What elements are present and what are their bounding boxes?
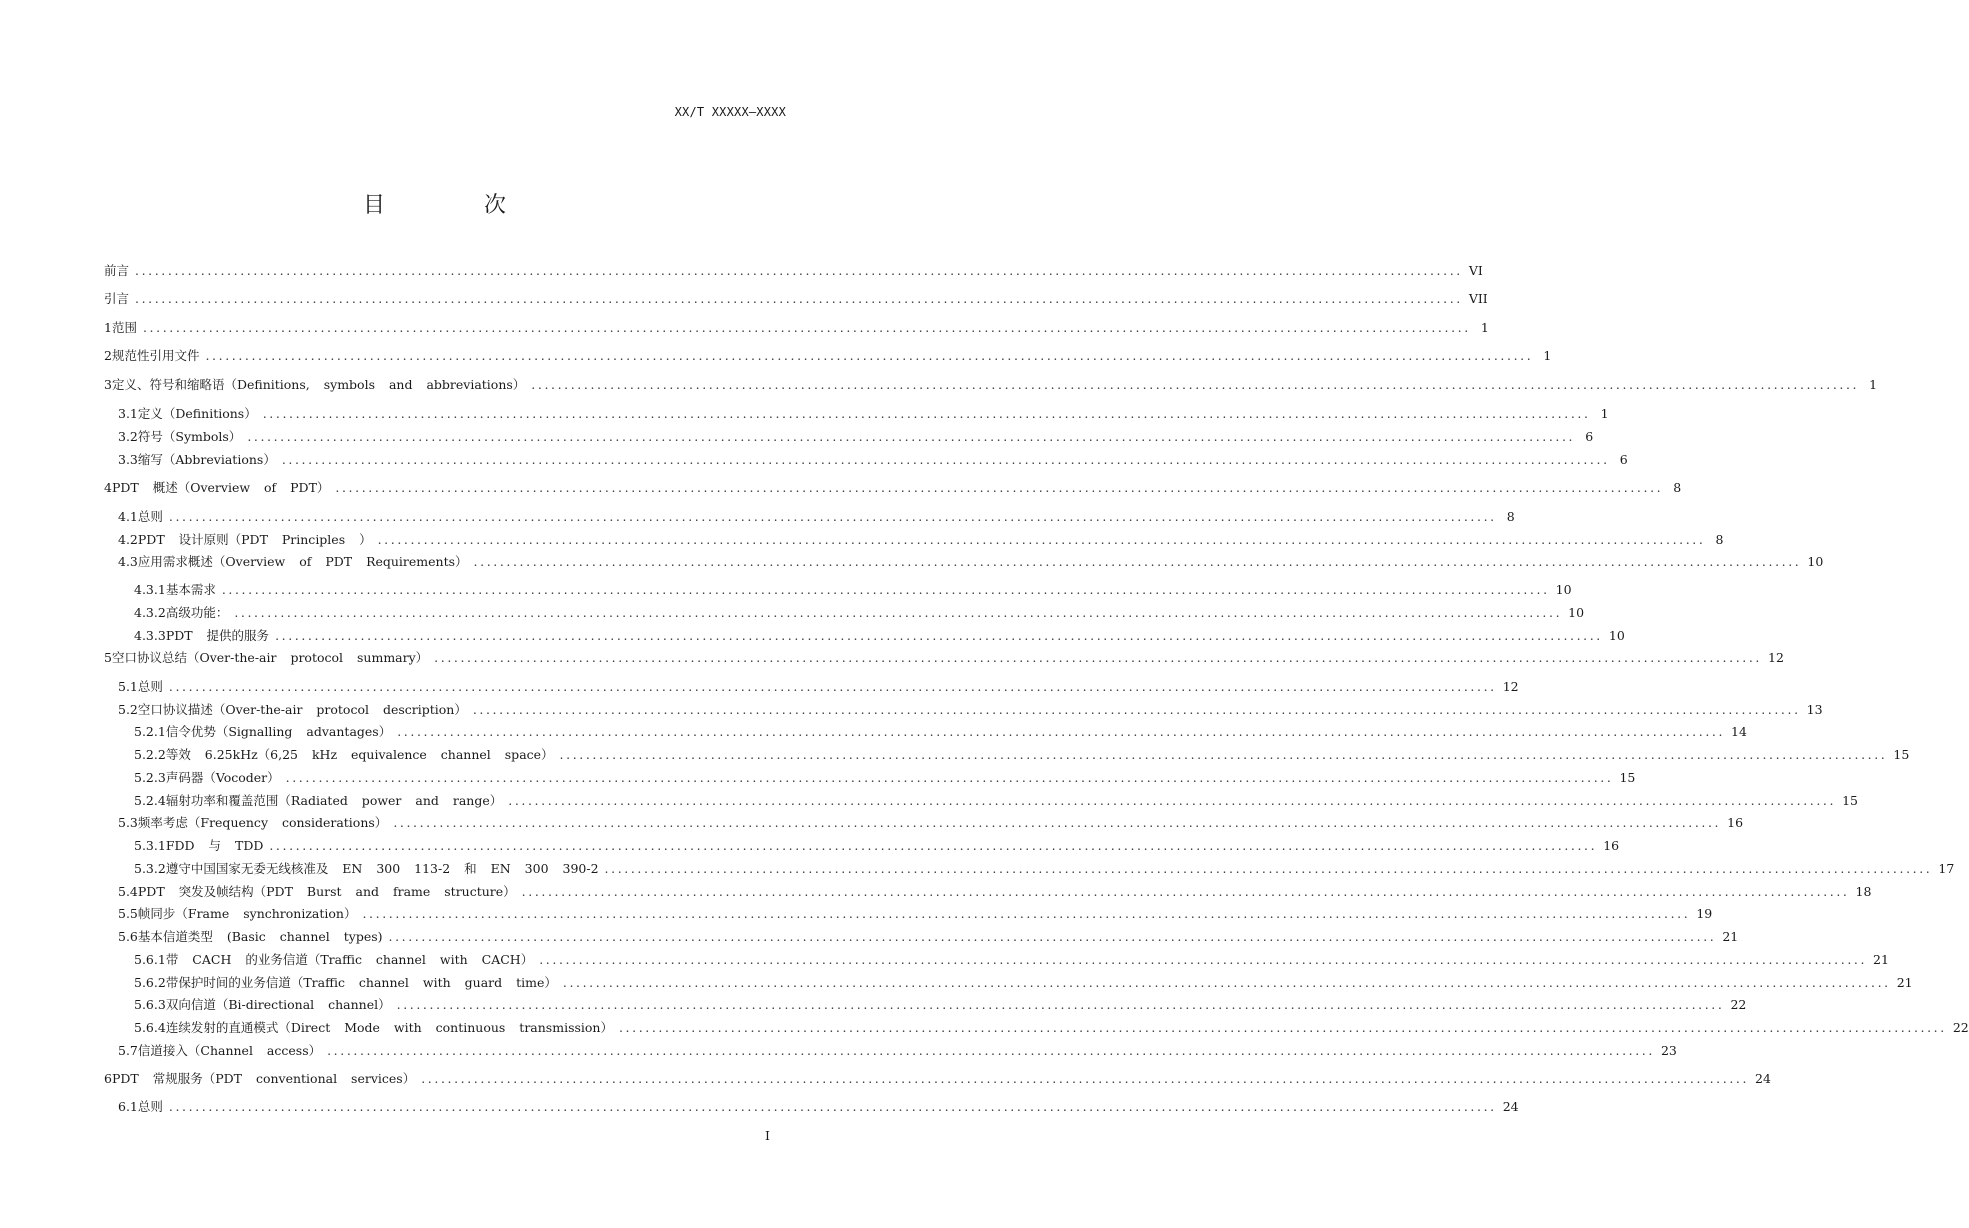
dot-leader (286, 768, 1614, 788)
toc-entry[interactable] (0, 289, 1488, 309)
toc-entry[interactable] (0, 745, 1910, 765)
toc-entry[interactable] (0, 768, 1636, 788)
toc-entry-title: PDT 设计原则（PDT Principles ） (137, 532, 372, 547)
toc-entry-title: PDT 提供的服务 (165, 628, 270, 643)
toc-entry-number: 4.3.2 (134, 605, 166, 620)
toc-entry[interactable] (0, 722, 1747, 742)
toc-entry-page: 10 (1807, 554, 1824, 569)
dot-leader (397, 995, 1725, 1015)
toc-entry-number: 3.3 (118, 452, 138, 467)
toc-entry[interactable] (0, 1041, 1677, 1061)
toc-entry-page: 21 (1722, 929, 1739, 944)
document-code: XX/T XXXXX—XXXX (674, 105, 786, 119)
toc-entry-number: 5.2.1 (134, 724, 166, 739)
dot-leader (393, 813, 1721, 833)
toc-entry-title: 遵守中国国家无委无线核准及 EN 300 113-2 和 EN 300 390-2 (165, 861, 599, 876)
toc-entry[interactable] (0, 580, 1572, 600)
dot-leader (282, 450, 1610, 470)
toc-entry-page: 8 (1673, 480, 1682, 495)
toc-entry-page: 1 (1480, 320, 1489, 335)
dot-leader (169, 507, 1497, 527)
dot-leader (143, 318, 1471, 338)
toc-entry[interactable] (0, 404, 1609, 424)
toc-entry-number: 5.3.1 (134, 838, 166, 853)
toc-entry[interactable] (0, 261, 1483, 281)
toc-entry[interactable] (0, 677, 1519, 697)
toc-entry-page: 6 (1585, 429, 1594, 444)
toc-entry-number: 1 (104, 320, 112, 335)
dot-leader (605, 859, 1933, 879)
toc-entry-title: 声码器（Vocoder） (165, 770, 280, 785)
toc-entry[interactable] (0, 648, 1784, 668)
toc-entry-number: 5.4 (118, 884, 138, 899)
toc-entry-number: 5.6.4 (134, 1020, 166, 1035)
toc-entry-page: 1 (1600, 406, 1609, 421)
toc-entry[interactable] (0, 1018, 1969, 1038)
toc-entry-number: 5.5 (118, 906, 138, 921)
toc-entry-number: 5 (104, 650, 112, 665)
toc-entry-title: 引言 (104, 291, 130, 306)
toc-entry-number: 3 (104, 377, 112, 392)
toc-entry[interactable] (0, 552, 1824, 572)
toc-entry-page: 16 (1603, 838, 1620, 853)
toc-entry[interactable] (0, 1097, 1519, 1117)
toc-entry-page: 10 (1608, 628, 1625, 643)
toc-entry-title: 频率考虑（Frequency considerations） (137, 815, 388, 830)
toc-entry-title: 总则 (137, 509, 163, 524)
toc-entry-title: 缩写（Abbreviations） (137, 452, 276, 467)
toc-entry-title: 空口协议描述（Over-the-air protocol description） (137, 702, 467, 717)
toc-entry-title: 空口协议总结（Over-the-air protocol summary） (111, 650, 429, 665)
dot-leader (378, 530, 1706, 550)
toc-entry[interactable] (0, 904, 1713, 924)
toc-entry-page: 16 (1727, 815, 1744, 830)
toc-entry-number: 4.3 (118, 554, 138, 569)
toc-entry-number: 5.2.2 (134, 747, 166, 762)
toc-entry-title: 前言 (104, 263, 130, 278)
toc-entry-title: 等效 6.25kHz（6,25 kHz equivalence channel space） (165, 747, 554, 762)
toc-entry-page: 10 (1555, 582, 1572, 597)
toc-entry-number: 5.2.3 (134, 770, 166, 785)
toc-entry-title: 定义（Definitions） (137, 406, 257, 421)
toc-entry-title: 应用需求概述（Overview of PDT Requirements） (137, 554, 468, 569)
toc-entry[interactable] (0, 859, 1955, 879)
toc-entry-title: 辐射功率和覆盖范围（Radiated power and range） (165, 793, 503, 808)
toc-entry-title: PDT 常规服务（PDT conventional services） (111, 1071, 416, 1086)
toc-entry-page: 15 (1893, 747, 1910, 762)
toc-title: 目 次 (363, 193, 552, 218)
toc-entry-page: 15 (1619, 770, 1636, 785)
toc-entry-number: 2 (104, 348, 112, 363)
dot-leader (397, 722, 1725, 742)
dot-leader (234, 603, 1562, 623)
toc-entry-title: 帧同步（Frame synchronization） (137, 906, 357, 921)
toc-entry[interactable] (0, 791, 1858, 811)
toc-entry-title: 规范性引用文件 (111, 348, 200, 363)
toc-entry-title: 符号（Symbols） (137, 429, 242, 444)
toc-entry-title: 高级功能： (165, 605, 229, 620)
toc-entry[interactable] (0, 950, 1889, 970)
toc-entry-title: 基本需求 (165, 582, 216, 597)
toc-entry-number: 5.7 (118, 1043, 138, 1058)
toc-entry-number: 5.3.2 (134, 861, 166, 876)
toc-entry-number: 6.1 (118, 1099, 138, 1114)
toc-entry-number: 6 (104, 1071, 112, 1086)
toc-entry[interactable] (0, 836, 1620, 856)
dot-leader (560, 745, 1888, 765)
toc-entry-number: 5.6.2 (134, 975, 166, 990)
toc-entry[interactable] (0, 882, 1872, 902)
toc-entry-page: 17 (1938, 861, 1955, 876)
toc-entry[interactable] (0, 318, 1489, 338)
toc-entry-title: 总则 (137, 679, 163, 694)
dot-leader (275, 626, 1603, 646)
toc-entry-page: 24 (1755, 1071, 1771, 1086)
dot-leader (474, 552, 1802, 572)
toc-entry-page: VI (1468, 263, 1483, 278)
toc-entry-page: 18 (1855, 884, 1872, 899)
dot-leader (135, 289, 1463, 309)
dot-leader (247, 427, 1575, 447)
dot-leader (263, 404, 1591, 424)
toc-entry-title: 带 CACH 的业务信道（Traffic channel with CACH） (165, 952, 534, 967)
dot-leader (473, 700, 1801, 720)
dot-leader (434, 648, 1762, 668)
dot-leader (619, 1018, 1947, 1038)
toc-entry-page: 6 (1619, 452, 1628, 467)
toc-entry-number: 5.6.3 (134, 997, 166, 1012)
toc-entry-number: 4 (104, 480, 112, 495)
toc-entry-page: 14 (1731, 724, 1747, 739)
toc-entry-page: 19 (1696, 906, 1713, 921)
toc-entry-page: 23 (1660, 1043, 1677, 1058)
toc-entry[interactable] (0, 507, 1515, 527)
toc-entry[interactable] (0, 1069, 1771, 1089)
toc-entry-number: 5.6.1 (134, 952, 166, 967)
toc-entry-number: 4.1 (118, 509, 138, 524)
toc-entry-title: 信令优势（Signalling advantages） (165, 724, 392, 739)
toc-entry-title: 连续发射的直通模式（Direct Mode with continuous transmission） (165, 1020, 613, 1035)
dot-leader (539, 950, 1867, 970)
toc-entry[interactable] (0, 427, 1594, 447)
dot-leader (563, 973, 1891, 993)
toc-entry[interactable] (0, 813, 1744, 833)
dot-leader (327, 1041, 1655, 1061)
toc-entry-title: FDD 与 TDD (165, 838, 264, 853)
dot-leader (269, 836, 1597, 856)
toc-entry-page: VII (1468, 291, 1488, 306)
toc-entry[interactable] (0, 375, 1878, 395)
toc-entry-number: 4.2 (118, 532, 138, 547)
toc-entry-number: 3.1 (118, 406, 138, 421)
toc-entry-page: 13 (1806, 702, 1823, 717)
toc-entry-number: 5.6 (118, 929, 138, 944)
toc-entry-page: 1 (1543, 348, 1552, 363)
toc-entry-page: 12 (1502, 679, 1519, 694)
dot-leader (522, 882, 1850, 902)
dot-leader (222, 580, 1550, 600)
toc-entry-number: 4.3.3 (134, 628, 166, 643)
toc-entry-number: 3.2 (118, 429, 138, 444)
dot-leader (421, 1069, 1749, 1089)
toc-entry-number: 5.2.4 (134, 793, 166, 808)
toc-entry[interactable] (0, 626, 1625, 646)
toc-entry[interactable] (0, 478, 1682, 498)
dot-leader (169, 677, 1497, 697)
toc-entry-page: 21 (1896, 975, 1913, 990)
toc-entry-title: PDT 突发及帧结构（PDT Burst and frame structure） (137, 884, 516, 899)
page-number: I (765, 1128, 770, 1143)
toc-entry-page: 8 (1715, 532, 1724, 547)
dot-leader (169, 1097, 1497, 1117)
dot-leader (508, 791, 1836, 811)
toc-entry[interactable] (0, 973, 1913, 993)
toc-entry-title: 带保护时间的业务信道（Traffic channel with guard time） (165, 975, 557, 990)
toc-entry-page: 10 (1568, 605, 1585, 620)
toc-entry[interactable] (0, 700, 1823, 720)
toc-entry-page: 24 (1502, 1099, 1519, 1114)
toc-entry-page: 15 (1842, 793, 1858, 808)
dot-leader (362, 904, 1690, 924)
dot-leader (335, 478, 1663, 498)
dot-leader (205, 346, 1533, 366)
toc-entry-title: PDT 概述（Overview of PDT） (111, 480, 330, 495)
toc-entry-number: 5.3 (118, 815, 138, 830)
toc-entry-page: 1 (1869, 377, 1878, 392)
toc-entry[interactable] (0, 530, 1724, 550)
toc-entry[interactable] (0, 603, 1585, 623)
toc-entry-title: 双向信道（Bi-directional channel） (165, 997, 391, 1012)
toc-entry-title: 信道接入（Channel access） (137, 1043, 322, 1058)
toc-entry[interactable] (0, 995, 1747, 1015)
dot-leader (389, 927, 1717, 947)
dot-leader (531, 375, 1859, 395)
toc-entry-title: 基本信道类型 (Basic channel types) (137, 929, 383, 944)
toc-entry-number: 5.1 (118, 679, 138, 694)
toc-entry-number: 5.2 (118, 702, 138, 717)
toc-entry-page: 22 (1730, 997, 1747, 1012)
toc-entry-title: 定义、符号和缩略语（Definitions, symbols and abbreviations） (111, 377, 526, 392)
toc-entry-title: 范围 (111, 320, 137, 335)
toc-entry[interactable] (0, 450, 1628, 470)
toc-entry-title: 总则 (137, 1099, 163, 1114)
toc-entry[interactable] (0, 927, 1739, 947)
toc-entry-number: 4.3.1 (134, 582, 166, 597)
toc-entry-page: 8 (1506, 509, 1515, 524)
toc-entry[interactable] (0, 346, 1552, 366)
toc-entry-page: 22 (1952, 1020, 1969, 1035)
toc-entry-page: 12 (1768, 650, 1784, 665)
toc-entry-page: 21 (1873, 952, 1889, 967)
dot-leader (135, 261, 1463, 281)
